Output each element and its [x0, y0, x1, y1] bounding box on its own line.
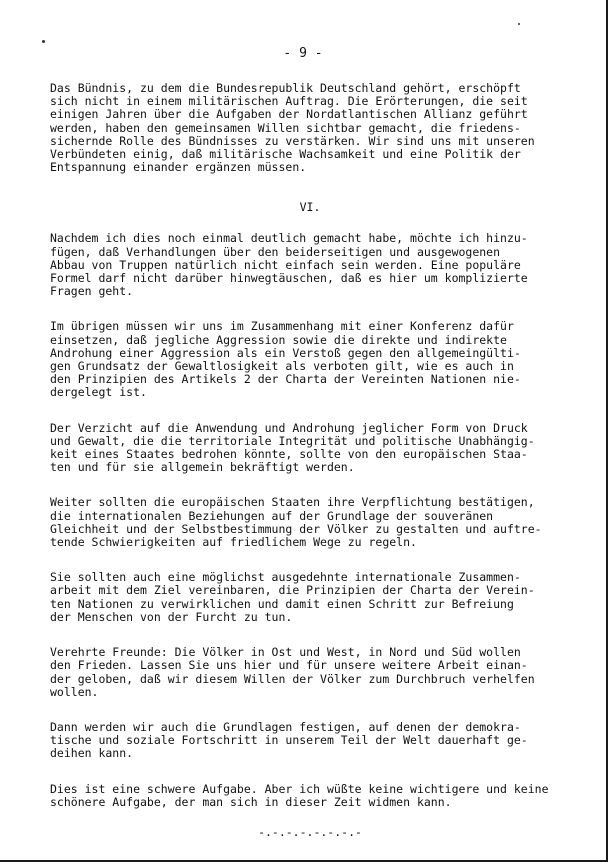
paragraph-freunde: Verehrte Freunde: Die Völker in Ost und West, in Nord und Süd wollen den Frieden. Lassen Sie uns hier und für unsere weitere Arbeit einan- der geloben, daß wir diesem Willen der Völker zum Durchbruch verhelfen wollen.: [50, 645, 535, 699]
end-mark: -.-.-.-.-.-.-.-: [258, 824, 362, 839]
paragraph-grundlagen: Dann werden wir auch die Grundlagen festigen, auf denen der demokra- tische und soziale Fortschritt in unserem Teil der Welt dauerhaft ge- deihen kann.: [50, 719, 528, 761]
document-body: [50, 82, 550, 839]
paragraph-verhandlungen: Nachdem ich dies noch einmal deutlich gemacht habe, möchte ich hinzu- fügen, daß Verhandlungen über den beiderseitigen und ausgewogenen Abbau von Truppen natürlich nicht einfach sein werden. Eine populäre Formel darf nicht darüber hinwegtäuschen, daß es hier um komplizierte Fragen geht.: [50, 231, 528, 299]
paragraph-buendnis: Das Bündnis, zu dem die Bundesrepublik Deutschland gehört, erschöpft sich nicht in einem militärischen Auftrag. Die Erörterungen, die seit einigen Jahren über die Aufgaben der Nordatlantischen Allianz geführt werden, haben den gemeinsamen Willen sichtbar gemacht, die friedens- sichernde Rolle des Bündnisses zu verstärken. Wir sind uns mit unseren Verbündeten einig, daß militärische Wachsamkeit und eine Politik der Entspannung einander ergänzen müssen.: [50, 81, 535, 175]
paragraph-gewaltverzicht: Der Verzicht auf die Anwendung und Androhung jeglicher Form von Druck und Gewalt, die die territoriale Integrität und politische Unabhängig- keit eines Staates bedrohen könnte, sollte von den europäischen Staa- ten und für sie allgemein bekräftigt werden.: [50, 420, 535, 475]
paragraph-aggression: Im übrigen müssen wir uns im Zusammenhang mit einer Konferenz dafür einsetzen, daß jegliche Aggression sowie die direkte und indirekte Androhung einer Aggression als ein Verstoß gegen den allgemeingülti- gen Grundsatz der Gewaltlosigkeit als verboten gilt, wie es auch in den Prinzipien des Artikels 2 der Charta der Vereinten Nationen nie- dergelegt ist.: [50, 319, 521, 400]
scan-speck: [42, 40, 45, 43]
page-number: - 9 -: [283, 46, 323, 61]
scan-speck: [518, 23, 520, 25]
paragraph-aufgabe: Dies ist eine schwere Aufgabe. Aber ich wüßte keine wichtigere und keine schönere Aufgabe, der man sich in dieser Zeit widmen kann.: [50, 781, 549, 809]
paragraph-beziehungen: Weiter sollten die europäischen Staaten ihre Verpflichtung bestätigen, die internationalen Beziehungen auf der Grundlage der souveränen Gleichheit und der Selbstbestimmung der Völker zu gestalten und auftre- tende Schwierigkeiten auf friedlichem Wege zu regeln.: [50, 495, 542, 550]
section-heading: VI.: [299, 200, 321, 215]
paragraph-zusammenarbeit: Sie sollten auch eine möglichst ausgedehnte internationale Zusammen- arbeit mit dem Ziel vereinbaren, die Prinzipien der Charta der Verein- ten Nationen zu verwirklichen und damit einen Schritt zur Befreiung der Menschen von der Furcht zu tun.: [50, 570, 535, 624]
